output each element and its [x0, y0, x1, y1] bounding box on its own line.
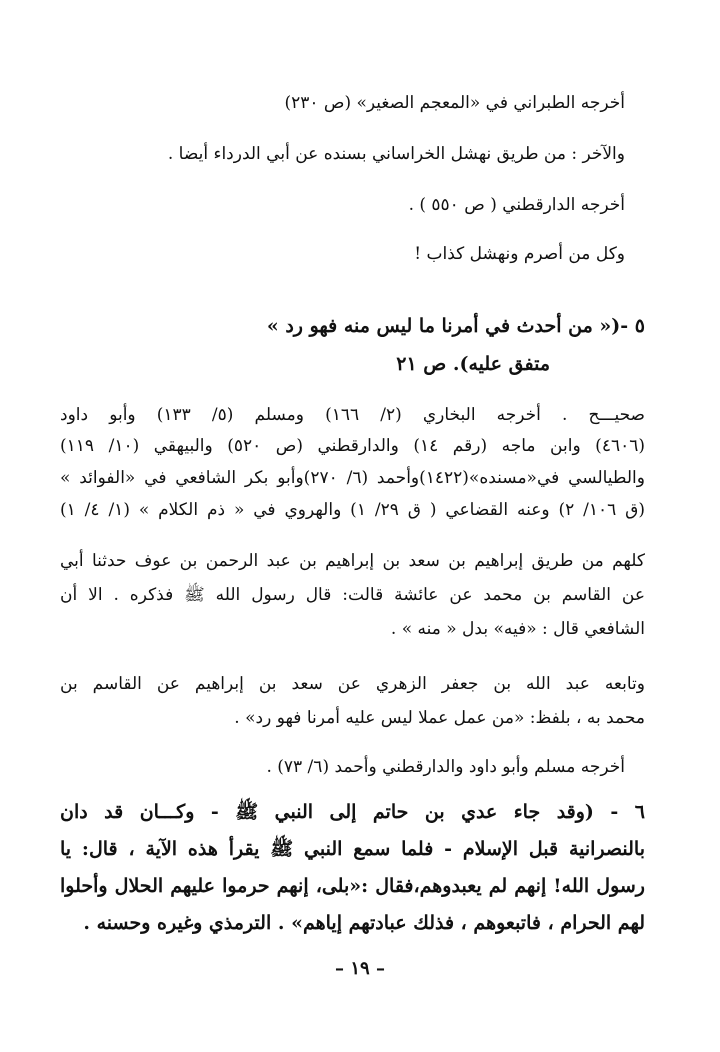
text-line: وتابعه عبد الله بن جعفر الزهري عن سعد بن إبراهيم عن القاسم بن [60, 674, 645, 694]
text-line: أخرجه الطبراني في «المعجم الصغير» (ص ٢٣٠) [284, 93, 625, 113]
text-line: صحيـــح . أخرجه البخاري (٢/ ١٦٦) ومسلم (٥/ ١٣٣) وأبو داود [60, 405, 645, 425]
hadith-heading: ٥ -(« من أحدث في أمرنا ما ليس منه فهو رد » [266, 315, 645, 337]
text-line: محمد به ، بلفظ: «من عمل عملا ليس عليه أمرنا فهو رد» . [234, 708, 645, 728]
text-line: أخرجه مسلم وأبو داود والدارقطني وأحمد (٦/ ٧٣) . [266, 757, 625, 777]
hadith-text: ٦ - (وقد جاء عدي بن حاتم إلى النبي ﷺ - وكـــان قد دان [60, 801, 645, 823]
text-line: (٤٦٠٦) وابن ماجه (رقم ١٤) والدارقطني (ص ٥٢٠) والبيهقي (١٠/ ١١٩) [60, 436, 645, 456]
hadith-source: متفق عليه). ص ٢١ [396, 353, 550, 375]
text-line: والآخر : من طريق نهشل الخراساني بسنده عن أبي الدرداء أيضا . [167, 144, 625, 164]
text-line: كلهم من طريق إبراهيم بن سعد بن إبراهيم بن عبد الرحمن بن عوف حدثنا أبي [60, 551, 645, 571]
page-number: – ١٩ – [335, 958, 385, 979]
text-line: وكل من أصرم ونهشل كذاب ! [414, 244, 625, 264]
hadith-text: بالنصرانية قبل الإسلام - فلما سمع النبي ﷺ يقرأ هذه الآية ، قال: يا [60, 838, 645, 860]
hadith-text: رسول الله! إنهم لم يعبدوهم،فقال :«بلى، إنهم حرموا عليهم الحلال وأحلوا [60, 875, 645, 897]
text-line: أخرجه الدارقطني ( ص ٥٥٠ ) . [408, 195, 625, 215]
text-line: عن القاسم بن محمد عن عائشة قالت: قال رسول الله ﷺ فذكره . الا أن [60, 585, 645, 605]
text-line: الشافعي قال : «فيه» بدل « منه » . [390, 619, 645, 639]
text-line: والطيالسي في«مسنده»(١٤٢٢)وأحمد (٦/ ٢٧٠)وأبو بكر الشافعي في «الفوائد » [60, 468, 645, 488]
hadith-text: لهم الحرام ، فاتبعوهم ، فذلك عبادتهم إياهم» . الترمذي وغيره وحسنه . [83, 912, 645, 934]
text-line: (ق ١٠٦/ ٢) وعنه القضاعي ( ق ٢٩/ ١) والهروي في « ذم الكلام » (١/ ٤/ ١) [60, 500, 645, 520]
